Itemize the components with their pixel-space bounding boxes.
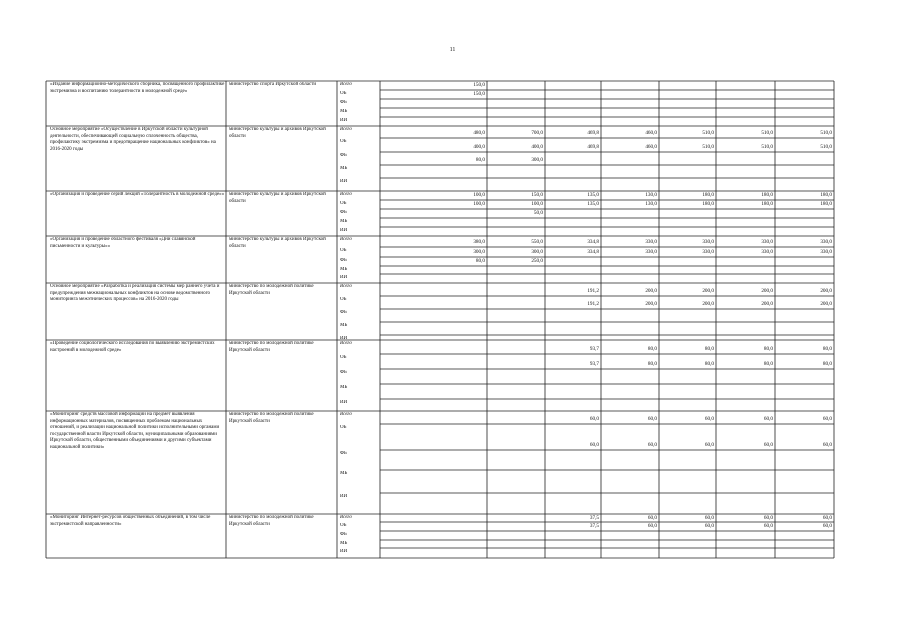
amount-cell: 130,0: [645, 192, 657, 198]
amount-cell: 60,0: [763, 515, 773, 521]
amount-cell: 60,0: [822, 515, 832, 521]
funding-source-code: Всего: [340, 82, 352, 87]
amount-cell: 60,0: [763, 523, 773, 529]
amount-cell: 200,0: [702, 288, 714, 294]
amount-cell: 150,0: [473, 82, 485, 88]
row-executor: министерство по молодежной политике Иркутской области: [229, 412, 314, 424]
funding-source-code: МБ: [340, 166, 348, 171]
row-executor: министерство культуры и архивов Иркутской области: [229, 237, 326, 249]
funding-source-code: ИИ: [340, 336, 348, 341]
row-executor: министерство по молодежной политике Иркутской области: [229, 341, 314, 353]
row-description: «Мониторинг средств массовой информации на предмет выявления информационных материалов, посвященных проблемам национальных отношений, и реализации национальной политики исполнительными органами государственной власти Иркутской области, муниципальными образованиями Иркутской области, общественными объединениями и другими субъектами национальной политики»: [50, 412, 220, 450]
amount-cell: 93,7: [589, 346, 599, 352]
funding-source-code: ФБ: [340, 451, 347, 456]
row-description: «Мониторинг Интернет-ресурсов общественных объединений, в том числе экстремистской направленности»: [50, 515, 211, 527]
funding-source-code: МБ: [340, 219, 348, 224]
amount-cell: 200,0: [761, 301, 773, 307]
amount-cell: 191,2: [587, 301, 599, 307]
row-executor: министерство по молодежной политике Иркутской области: [229, 284, 314, 296]
amount-cell: 330,0: [645, 239, 657, 245]
amount-cell: 80,0: [763, 361, 773, 367]
amount-cell: 200,0: [645, 288, 657, 294]
amount-cell: 550,0: [531, 239, 543, 245]
row-description: «Организация и проведение серий лекций «Толерантность в молодежной среде»»: [50, 192, 225, 197]
amount-cell: 100,0: [531, 201, 543, 207]
amount-cell: 37,5: [589, 523, 599, 529]
amount-cell: 380,0: [473, 239, 485, 245]
funding-source-code: ФБ: [340, 210, 347, 215]
row-description: «Проведение социологического исследования по выявлению экстремистских настроений в молодежной среде»: [50, 341, 215, 353]
amount-cell: 460,0: [645, 144, 657, 150]
funding-source-code: МБ: [340, 385, 348, 390]
amount-cell: 300,0: [531, 157, 543, 163]
funding-source-code: ИИ: [340, 275, 348, 280]
amount-cell: 130,0: [645, 201, 657, 207]
amount-cell: 334,8: [587, 249, 599, 255]
funding-source-code: ОБ: [340, 297, 347, 302]
amount-cell: 60,0: [822, 416, 832, 422]
amount-cell: 60,0: [822, 523, 832, 529]
amount-cell: 50,0: [533, 210, 543, 216]
funding-source-code: МБ: [340, 471, 348, 476]
amount-cell: 330,0: [761, 239, 773, 245]
funding-source-code: МБ: [340, 109, 348, 114]
amount-cell: 37,5: [589, 515, 599, 521]
amount-cell: 334,8: [587, 239, 599, 245]
amount-cell: 200,0: [761, 288, 773, 294]
amount-cell: 510,0: [702, 130, 714, 136]
amount-cell: 200,0: [820, 301, 832, 307]
funding-source-code: Всего: [340, 192, 352, 197]
amount-cell: 60,0: [763, 442, 773, 448]
row-executor: министерство культуры и архивов Иркутской области: [229, 127, 326, 139]
amount-cell: 60,0: [763, 416, 773, 422]
funding-source-code: Всего: [340, 127, 352, 132]
amount-cell: 80,0: [822, 346, 832, 352]
amount-cell: 400,0: [473, 144, 485, 150]
funding-source-code: Всего: [340, 412, 352, 417]
amount-cell: 510,0: [820, 144, 832, 150]
row-description: Основное мероприятие «Разработка и реализация системы мер раннего учета и предупреждения межнациональных конфликтов на основе ведомственного мониторинга межэтнических процессов» на 2016-2020 годы: [50, 284, 220, 302]
amount-cell: 150,0: [531, 192, 543, 198]
amount-cell: 135,0: [587, 192, 599, 198]
amount-cell: 60,0: [589, 442, 599, 448]
amount-cell: 180,0: [702, 192, 714, 198]
funding-source-code: МБ: [340, 323, 348, 328]
amount-cell: 60,0: [704, 416, 714, 422]
amount-cell: 250,0: [531, 258, 543, 264]
amount-cell: 191,2: [587, 288, 599, 294]
amount-cell: 510,0: [761, 144, 773, 150]
funding-source-code: ОБ: [340, 355, 347, 360]
amount-cell: 300,0: [531, 249, 543, 255]
amount-cell: 180,0: [761, 192, 773, 198]
amount-cell: 60,0: [704, 515, 714, 521]
funding-source-code: ФБ: [340, 258, 347, 263]
funding-source-code: Всего: [340, 515, 352, 520]
amount-cell: 330,0: [702, 239, 714, 245]
amount-cell: 469,8: [587, 144, 599, 150]
funding-source-code: МБ: [340, 267, 348, 272]
amount-cell: 100,0: [473, 201, 485, 207]
funding-source-code: ФБ: [340, 370, 347, 375]
funding-source-code: ИИ: [340, 179, 348, 184]
amount-cell: 60,0: [647, 515, 657, 521]
funding-source-code: ИИ: [340, 118, 348, 123]
amount-cell: 80,0: [822, 361, 832, 367]
funding-source-code: ФБ: [340, 153, 347, 158]
funding-source-code: ОБ: [340, 201, 347, 206]
amount-cell: 180,0: [702, 201, 714, 207]
row-description: «Организация и проведение областного фестиваля «Дни славянской письменности и культуры»»: [50, 237, 196, 249]
page-number: 11: [449, 47, 456, 53]
row-executor: министерство по молодежной политике Иркутской области: [229, 515, 314, 527]
row-description: Основное мероприятие «Осуществление в Иркутской области культурной деятельности, обеспечивающей социальную сплоченность общества, профилактику экстремизма и предотвращение национальных конфликтов» на 2016-2020 годы: [50, 127, 216, 152]
funding-source-code: МБ: [340, 541, 348, 546]
amount-cell: 700,0: [531, 130, 543, 136]
funding-source-code: ОБ: [340, 139, 347, 144]
funding-source-code: Всего: [340, 284, 352, 289]
amount-cell: 100,0: [473, 192, 485, 198]
amount-cell: 60,0: [647, 416, 657, 422]
amount-cell: 180,0: [761, 201, 773, 207]
amount-cell: 330,0: [761, 249, 773, 255]
funding-source-code: ОБ: [340, 425, 347, 430]
funding-source-code: Всего: [340, 341, 352, 346]
amount-cell: 200,0: [820, 288, 832, 294]
amount-cell: 200,0: [702, 301, 714, 307]
funding-source-code: Всего: [340, 237, 352, 242]
amount-cell: 200,0: [645, 301, 657, 307]
amount-cell: 80,0: [763, 346, 773, 352]
amount-cell: 330,0: [702, 249, 714, 255]
amount-cell: 80,0: [647, 361, 657, 367]
amount-cell: 400,0: [531, 144, 543, 150]
amount-cell: 469,8: [587, 130, 599, 136]
amount-cell: 60,0: [822, 442, 832, 448]
amount-cell: 80,0: [647, 346, 657, 352]
amount-cell: 300,0: [473, 249, 485, 255]
amount-cell: 60,0: [704, 442, 714, 448]
funding-source-code: ИИ: [340, 494, 348, 499]
amount-cell: 180,0: [820, 192, 832, 198]
amount-cell: 330,0: [820, 249, 832, 255]
row-description: «Издание информационно-методического сборника, посвященного профилактике экстремизма и воспитанию толерантности в молодежной среде»: [50, 82, 225, 94]
funding-source-code: ФБ: [340, 100, 347, 105]
funding-source-code: ОБ: [340, 248, 347, 253]
amount-cell: 93,7: [589, 361, 599, 367]
funding-source-code: ФБ: [340, 310, 347, 315]
amount-cell: 330,0: [820, 239, 832, 245]
amount-cell: 60,0: [647, 523, 657, 529]
amount-cell: 510,0: [761, 130, 773, 136]
amount-cell: 60,0: [647, 442, 657, 448]
amount-cell: 80,0: [475, 157, 485, 163]
amount-cell: 80,0: [475, 258, 485, 264]
funding-source-code: ОБ: [340, 91, 347, 96]
amount-cell: 330,0: [645, 249, 657, 255]
amount-cell: 60,0: [704, 523, 714, 529]
funding-source-code: ОБ: [340, 523, 347, 528]
amount-cell: 150,0: [473, 91, 485, 97]
amount-cell: 510,0: [820, 130, 832, 136]
funding-source-code: ФБ: [340, 532, 347, 537]
amount-cell: 480,0: [473, 130, 485, 136]
funding-source-code: ИИ: [340, 549, 348, 554]
amount-cell: 80,0: [704, 361, 714, 367]
amount-cell: 510,0: [702, 144, 714, 150]
funding-source-code: ИИ: [340, 228, 348, 233]
amount-cell: 460,0: [645, 130, 657, 136]
funding-source-code: ИИ: [340, 400, 348, 405]
row-executor: министерство культуры и архивов Иркутской области: [229, 192, 326, 204]
amount-cell: 60,0: [589, 416, 599, 422]
amount-cell: 80,0: [704, 346, 714, 352]
amount-cell: 135,0: [587, 201, 599, 207]
row-executor: министерство спорта Иркутской области: [229, 82, 317, 87]
amount-cell: 180,0: [820, 201, 832, 207]
